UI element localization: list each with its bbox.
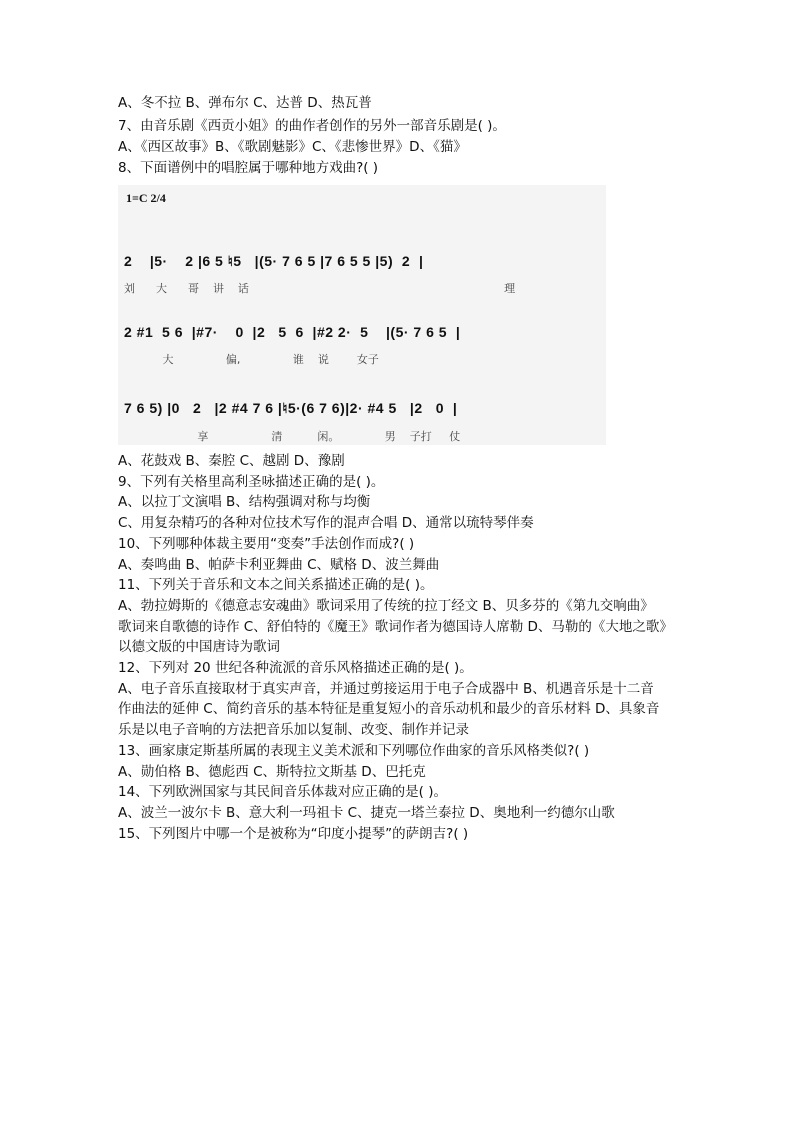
q7-text: 7、由音乐剧《西贡小姐》的曲作者创作的另外一部音乐剧是( )。 [118,118,506,134]
music-score-image [118,185,606,445]
question-line: 乐是以电子音响的方法把音乐加以复制、改变、制作并记录 [118,722,469,739]
question-line: 10、下列哪种体裁主要用“变奏”手法创作而成?( ) [118,535,415,552]
score-row-3-lyrics: 享 清 闲。 男 子打 仗 [124,430,461,443]
q7-options: A、《西区故事》B、《歌剧魅影》C、《悲惨世界》D、《猫》 [118,139,467,155]
score-row-2-lyrics: 大 偏, 谁 说 女子 [124,353,379,366]
score-key: 1=C 2/4 [126,191,166,205]
question-line: 作曲法的延伸 C、简约音乐的基本特征是重复短小的音乐动机和最少的音乐材料 D、具象音 [118,701,660,718]
score-row-2-notes: 2 #1 5 6 |#7· 0 |2 5 6 |#2 2· 5 |(5· 7 6 5 | [124,324,461,340]
question-line: A、波兰一波尔卡 B、意大利一玛祖卡 C、捷克一塔兰泰拉 D、奥地利一约德尔山歌 [118,804,615,821]
question-line: A、以拉丁文演唱 B、结构强调对称与均衡 [118,494,371,511]
score-row-1-notes: 2 |5· 2 |6 5 ♮5 |(5· 7 6 5 |7 6 5 5 |5) 2 | [124,253,424,269]
q6-options: A、冬不拉 B、弹布尔 C、达普 D、热瓦普 [118,95,372,111]
question-line: 15、下列图片中哪一个是被称为“印度小提琴”的萨朗吉?( ) [118,825,469,842]
question-line: 以德文版的中国唐诗为歌词 [118,639,280,656]
question-line: A、勃拉姆斯的《德意志安魂曲》歌词采用了传统的拉丁经文 B、贝多芬的《第九交响曲》 [118,597,654,614]
score-row-1-lyrics: 刘 大 哥 讲 话 理 [124,282,516,295]
question-line: 9、下列有关格里高利圣咏描述正确的是( )。 [118,473,385,490]
score-row-3-notes: 7 6 5) |0 2 |2 #4 7 6 |♮5·(6 7 6)|2· #4 5 |2 0 | [124,400,458,416]
q8-text: 8、下面谱例中的唱腔属于哪种地方戏曲?( ) [118,160,379,176]
question-line: 13、画家康定斯基所属的表现主义美术派和下列哪位作曲家的音乐风格类似?( ) [118,742,590,759]
question-line: A、电子音乐直接取材于真实声音，并通过剪接运用于电子合成器中 B、机遇音乐是十二音 [118,680,654,697]
question-line: 11、下列关于音乐和文本之间关系描述正确的是( )。 [118,577,434,594]
question-line: C、用复杂精巧的各种对位技术写作的混声合唱 D、通常以琉特琴伴奏 [118,515,534,532]
question-line: A、花鼓戏 B、秦腔 C、越剧 D、豫剧 [118,453,345,469]
question-line: 14、下列欧洲国家与其民间音乐体裁对应正确的是( )。 [118,784,448,801]
question-line: A、勋伯格 B、德彪西 C、斯特拉文斯基 D、巴托克 [118,763,426,780]
question-line: 歌词来自歌德的诗作 C、舒伯特的《魔王》歌词作者为德国诗人席勒 D、马勒的《大地之歌》 [118,618,673,635]
question-line: A、奏鸣曲 B、帕萨卡利亚舞曲 C、赋格 D、波兰舞曲 [118,556,440,573]
question-line: 12、下列对 20 世纪各种流派的音乐风格描述正确的是( )。 [118,660,473,676]
